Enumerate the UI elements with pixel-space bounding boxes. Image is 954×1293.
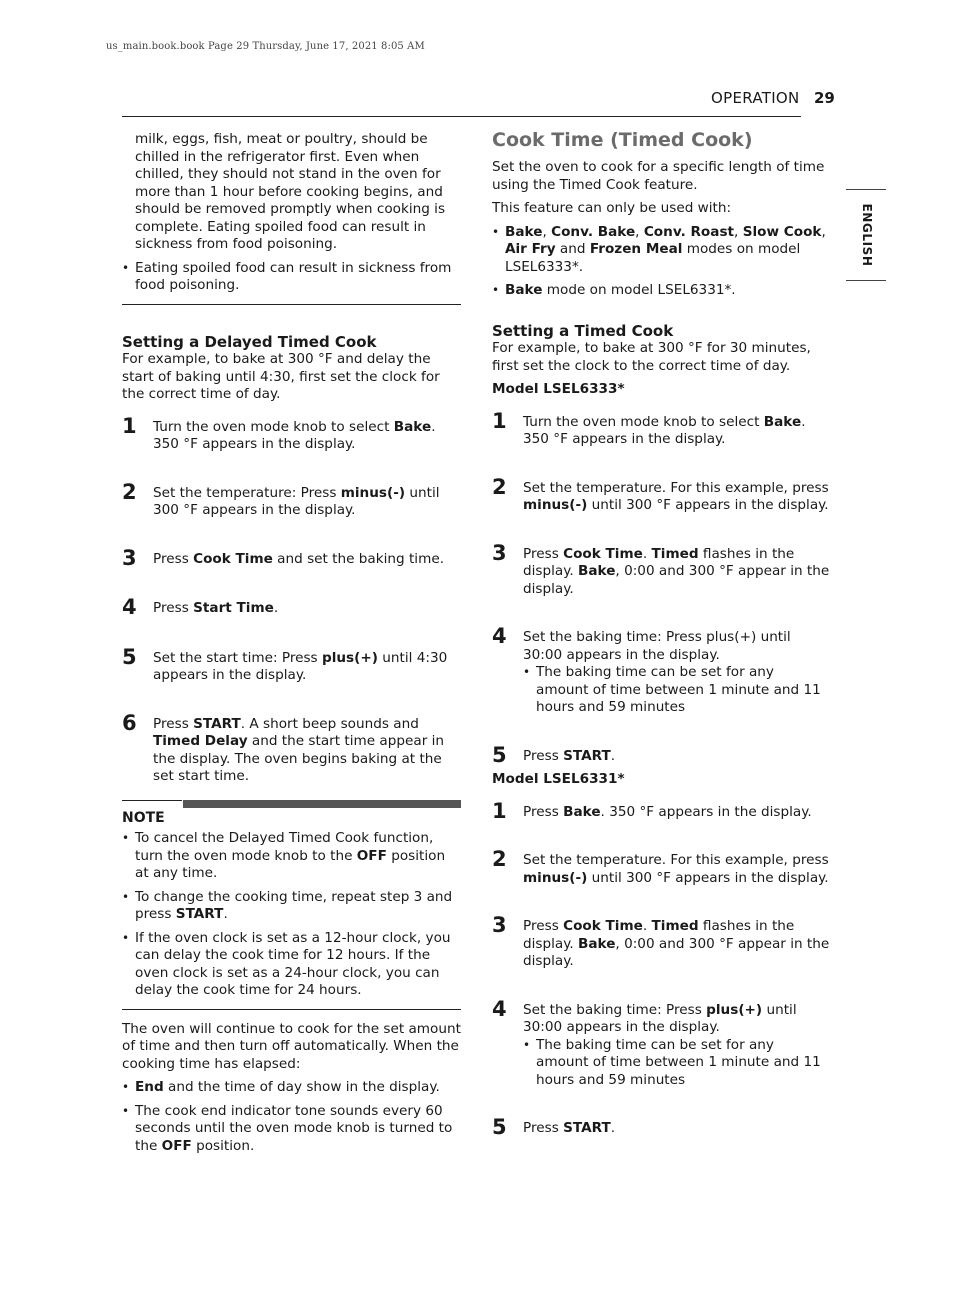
step-sub-list: [523, 1037, 830, 1090]
step-number: 1: [492, 408, 507, 433]
step-number: 3: [492, 540, 507, 565]
step-1: 1 Turn the oven mode knob to select Bake. 350 °F appears in the display.: [492, 408, 806, 447]
language-label: ENGLISH: [859, 203, 874, 267]
model-a-steps: [492, 408, 830, 767]
step-4: 4 Set the baking time: Press plus(+) until 30:00 appears in the display. • The baking time can be set for any amount of time between 1 minute and 11 hours and 59 minutes: [492, 1002, 830, 1090]
note-heading: NOTE: [122, 809, 165, 826]
list-item: • The cook end indicator tone sounds every 60 seconds until the oven mode knob is turned to the OFF position.: [122, 1103, 461, 1156]
delayed-intro-text: For example, to bake at 300 °F and delay the start of baking until 4:30, first set the clock for the correct time of day.: [122, 351, 440, 402]
section-divider: [122, 304, 461, 305]
step-number: 1: [492, 798, 507, 823]
step-2: 2 Set the temperature. For this example, press minus(-) until 300 °F appears in the display.: [492, 474, 829, 513]
list-item: • The baking time can be set for any amount of time between 1 minute and 11 hours and 59 minutes: [523, 664, 830, 717]
step-3: 3 Press Cook Time and set the baking time.: [122, 545, 445, 570]
step-4: 4 Press Start Time.: [122, 595, 279, 619]
step-number: 1: [122, 413, 137, 438]
language-side-tab: [846, 189, 886, 281]
print-header-line: us_main.book.book Page 29 Thursday, June 17, 2021 8:05 AM: [106, 41, 425, 52]
model-label-lsel6331: Model LSEL6331*: [492, 771, 625, 787]
step-number: 3: [492, 913, 507, 937]
cook-time-intro: Set the oven to cook for a specific length of time using the Timed Cook feature.: [492, 159, 825, 193]
intro-bullet-list: [122, 260, 461, 295]
step-1: 1 Press Bake. 350 °F appears in the display.: [492, 798, 812, 823]
feature-list: [492, 224, 830, 300]
step-number: 3: [122, 545, 137, 570]
model-label-lsel6333: Model LSEL6333*: [492, 381, 625, 397]
right-column: [492, 129, 830, 1138]
outro-list: [122, 1079, 461, 1155]
step-number: 4: [492, 996, 507, 1021]
step-3: 3 Press Cook Time. Timed flashes in the display. Bake, 0:00 and 300 °F appear in the display.: [492, 540, 830, 597]
step-number: 5: [492, 742, 507, 767]
list-item: • Eating spoiled food can result in sickness from food poisoning.: [122, 260, 461, 295]
list-item: • To change the cooking time, repeat step 3 and press START.: [122, 889, 461, 924]
list-item: • The baking time can be set for any amount of time between 1 minute and 11 hours and 59 minutes: [523, 1037, 830, 1090]
step-5: 5 Press START.: [492, 1115, 616, 1139]
outro-text: The oven will continue to cook for the set amount of time and then turn off automatically. When the cooking time has elapsed:: [122, 1020, 461, 1072]
list-item: • To cancel the Delayed Timed Cook function, turn the oven mode knob to the OFF position at any time.: [122, 830, 461, 883]
section-divider: [122, 1009, 461, 1010]
list-item: • Bake, Conv. Bake, Conv. Roast, Slow Cook, Air Fry and Frozen Meal modes on model LSEL6333*.: [492, 224, 830, 277]
step-4: 4 Set the baking time: Press plus(+) until 30:00 appears in the display. • The baking time can be set for any amount of time between 1 minute and 11 hours and 59 minutes: [492, 629, 830, 717]
list-item: • End and the time of day show in the display.: [122, 1079, 461, 1097]
step-number: 2: [492, 474, 507, 499]
step-number: 4: [122, 595, 137, 619]
cook-time-title: Cook Time (Timed Cook): [492, 129, 753, 151]
step-number: 4: [492, 624, 507, 648]
step-sub-list: [523, 664, 830, 717]
step-number: 2: [492, 847, 507, 871]
step-2: 2 Set the temperature: Press minus(-) until 300 °F appears in the display.: [122, 479, 440, 518]
step-6: 6 Press START. A short beep sounds and Timed Delay and the start time appear in the display. The oven begins baking at the set start time.: [122, 710, 445, 784]
model-b-steps: [492, 798, 830, 1139]
list-item: • If the oven clock is set as a 12-hour clock, you can delay the cook time for 12 hours. If the oven clock is set as a 24-hour clock, you can delay the cook time for 24 hours.: [122, 930, 461, 1000]
step-number: 5: [122, 644, 137, 669]
step-number: 6: [122, 710, 137, 735]
step-number: 2: [122, 479, 137, 504]
timed-cook-heading: Setting a Timed Cook: [492, 321, 674, 340]
step-5: 5 Press START.: [492, 742, 616, 767]
step-3: 3 Press Cook Time. Timed flashes in the display. Bake, 0:00 and 300 °F appear in the display.: [492, 913, 830, 969]
step-2: 2 Set the temperature. For this example, press minus(-) until 300 °F appears in the display.: [492, 847, 829, 886]
delayed-steps: [122, 413, 461, 786]
section-name: OPERATION: [711, 89, 800, 107]
header-rule: [122, 116, 801, 117]
step-5: 5 Set the start time: Press plus(+) until 4:30 appears in the display.: [122, 644, 448, 683]
list-item: • Bake mode on model LSEL6331*.: [492, 282, 830, 300]
note-list: [122, 830, 461, 1000]
timed-intro-text: For example, to bake at 300 °F for 30 minutes, first set the clock to the correct time of day.: [492, 340, 811, 374]
page-number: 29: [814, 89, 835, 107]
delayed-timed-cook-heading: Setting a Delayed Timed Cook: [122, 332, 377, 351]
left-column: [122, 131, 461, 1155]
intro-continued-text: milk, eggs, fish, meat or poultry, should be chilled in the refrigerator first. Even when chilled, they should not stand in the oven for more than 1 hour before cooking begins, and should be removed promptly when cooking is complete. Eating spoiled food can result in sickness from food poisoning.: [135, 131, 446, 252]
note-bar: [122, 800, 461, 808]
step-1: 1 Turn the oven mode knob to select Bake. 350 °F appears in the display.: [122, 413, 436, 452]
step-number: 5: [492, 1115, 507, 1139]
feature-availability: This feature can only be used with:: [492, 200, 732, 216]
